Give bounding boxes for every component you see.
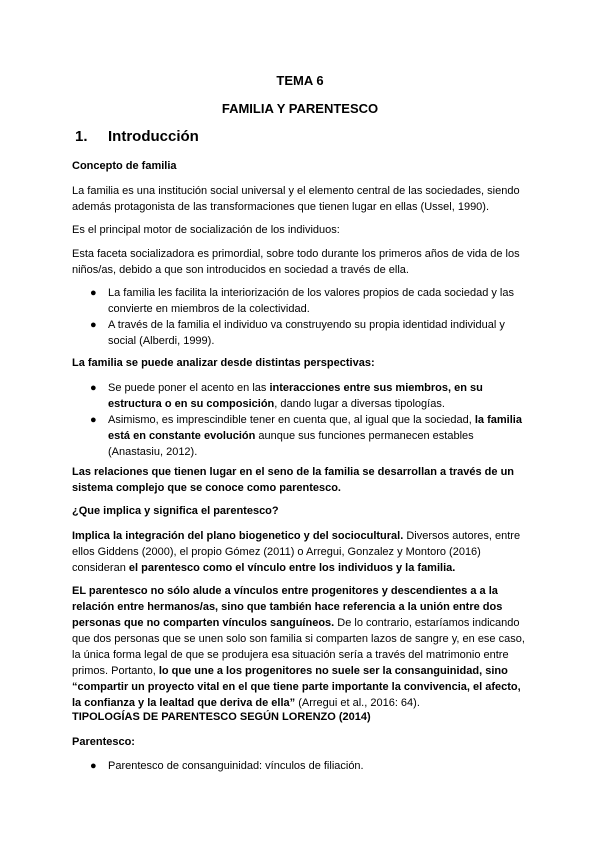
paragraph-relations: Las relaciones que tienen lugar en el seno de la familia se desarrollan a través de un sistema complejo que se conoce como parentesco. [72,466,515,494]
text-run-bold: la familia está en constante evolución [108,414,522,442]
bullet-icon: ● [90,414,97,426]
bullet-icon: ● [90,287,97,299]
list-item-text [108,412,528,460]
text-run-bold: Implica la integración del plano biogenetico y del sociocultural. [72,530,404,542]
list-item [90,412,528,460]
typologies-heading: TIPOLOGÍAS DE PARENTESCO SEGÚN LORENZO (2014) [72,711,371,723]
paragraph-implica [72,528,528,576]
concept-heading: Concepto de familia [72,160,177,172]
list-item-text: A través de la familia el individuo va construyendo su propia identidad individual y social (Alberdi, 1999). [108,319,505,347]
list-item-text: La familia les facilita la interiorización de los valores propios de cada sociedad y las convierte en miembros de la colectividad. [108,287,514,315]
text-run-bold: lo que une a los progenitores no suele ser la consanguinidad, sino “compartir un proyecto vital en el que tiene parte importante la convivencia, el afecto, la confianza y la lealtad que deriva de ella” [72,665,521,709]
text-run: (Arregui et al., 2016: 64). [295,697,420,709]
text-run: , dando lugar a diversas tipologías. [274,398,445,410]
text-run: aunque sus funciones permanecen estables (Anastasiu, 2012). [108,430,474,458]
list-item [90,285,528,317]
list-item [90,380,528,412]
paragraph-socializing-facet: Esta faceta socializadora es primordial, sobre todo durante los primeros años de vida de los niños/as, debido a que son introducidos en sociedad a través de ella. [72,248,520,276]
text-run-bold: EL parentesco no sólo alude a vínculos entre progenitores y descendientes a a la relación entre hermanos/as, sino que también hace referencia a la unión entre dos personas que no comparten vínculos sanguíneos. [72,585,503,629]
section-number: 1. [75,128,88,145]
list-item-text: Parentesco de consanguinidad: vínculos de filiación. [108,760,364,772]
text-run: Se puede poner el acento en las [108,382,270,394]
bullet-icon: ● [90,382,97,394]
paragraph-definition: La familia es una institución social universal y el elemento central de las sociedades, siendo además protagonista de las transformaciones que tienen lugar en ellas (Ussel, 1990). [72,185,520,213]
document-title: TEMA 6 [276,73,324,88]
list-item-text [108,380,528,412]
paragraph-parentesco [72,583,528,711]
text-run: De lo contrario, estaríamos indicando que dos personas que se unen solo son familia si comparten lazos de sangre y, en ese caso, la única forma legal de que se produjera esa situación sería a través del matrimonio entre primos. Portanto, [72,617,525,677]
paragraph-socialization: Es el principal motor de socialización de los individuos: [72,224,340,236]
bullet-icon: ● [90,319,97,331]
list-item [90,317,528,349]
text-run: Diversos autores, entre ellos Giddens (2000), el propio Gómez (2011) o Arregui, Gonzalez y Montoro (2016) consideran [72,530,521,574]
section-heading [75,128,199,145]
document-subtitle: FAMILIA Y PARENTESCO [221,101,379,116]
section-title: Introducción [108,128,199,145]
list-item [90,758,528,774]
text-run: Asimismo, es imprescindible tener en cuenta que, al igual que la sociedad, [108,414,475,426]
bullet-icon: ● [90,760,97,772]
perspectives-heading: La familia se puede analizar desde distintas perspectivas: [72,357,375,369]
text-run-bold: el parentesco como el vínculo entre los individuos y la familia. [128,562,456,574]
parentesco-label: Parentesco: [72,736,135,748]
question-heading: ¿Que implica y significa el parentesco? [72,505,279,517]
text-run-bold: interacciones entre sus miembros, en su estructura o en su composición [108,382,483,410]
